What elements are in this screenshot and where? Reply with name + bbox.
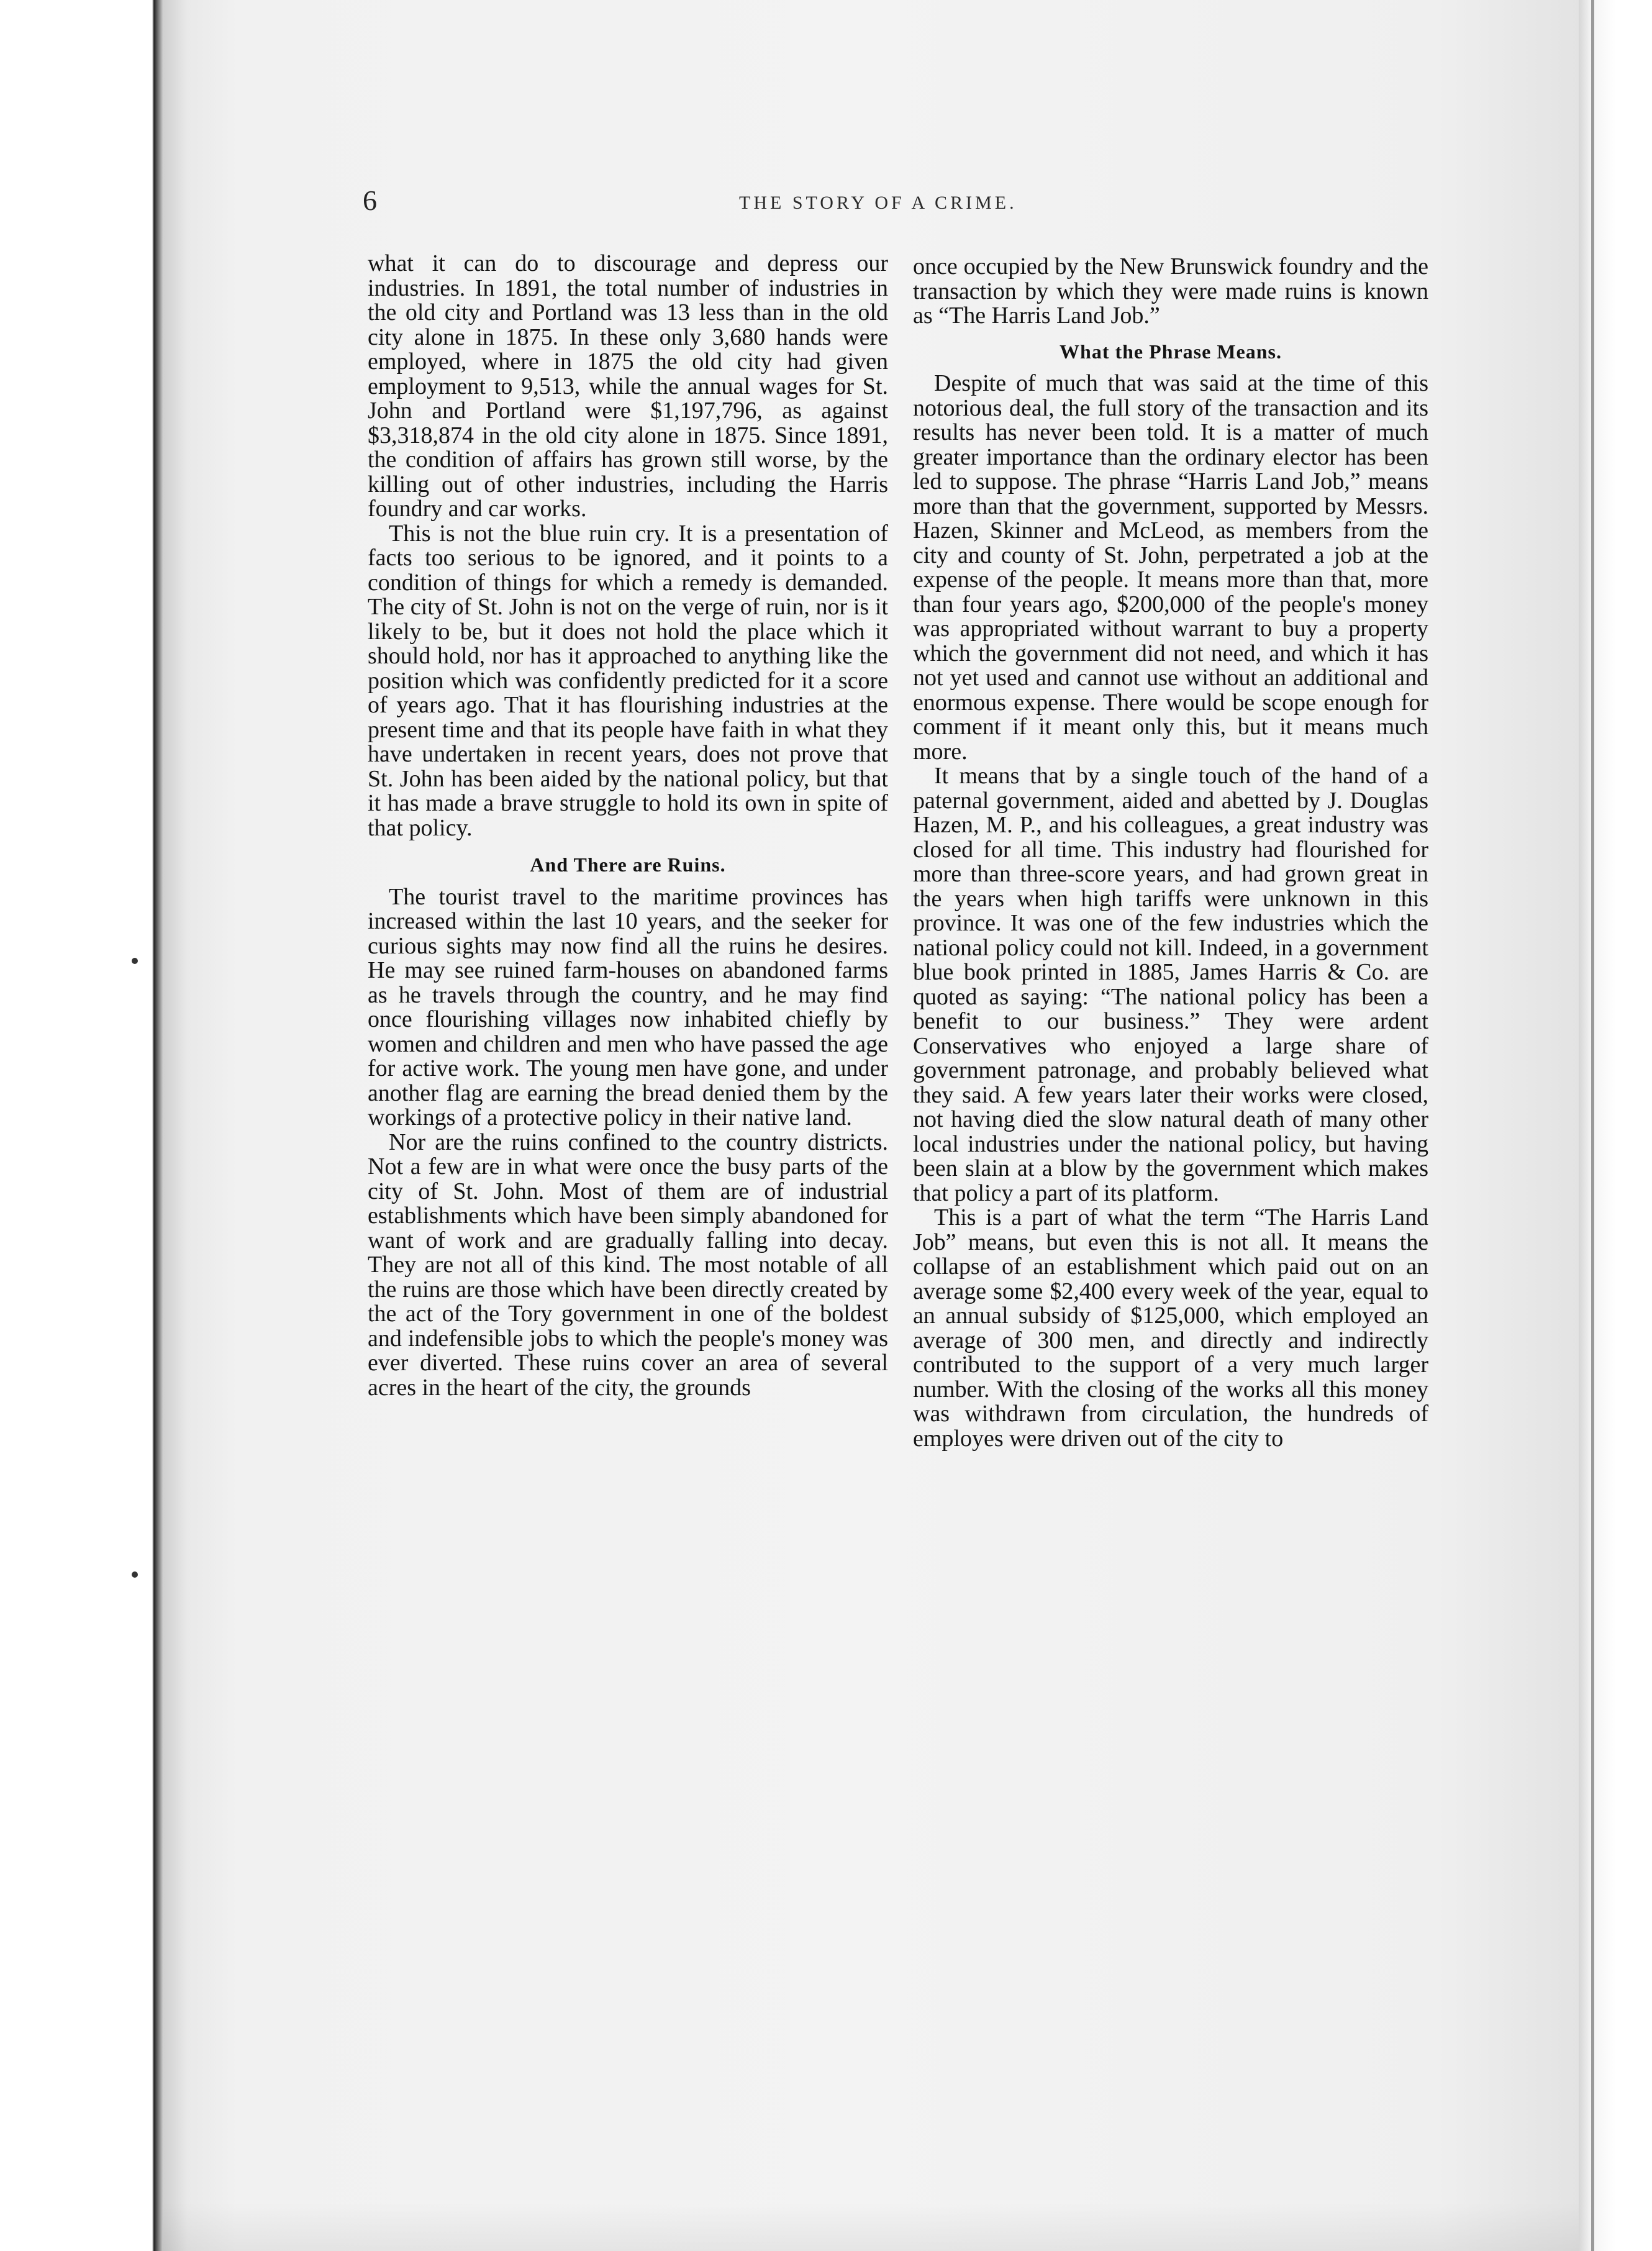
paragraph: This is not the blue ruin cry. It is a presentation of facts too serious to be ignored, and it points to a condition of things for which a remedy is demanded. The city of St. John is not on the verge of ruin, nor is it likely to be, but it does not hold the place which it should hold, nor has it approached to anything like the position which was confidently predicted for it a score of years ago. That it has flourishing industries at the present time and that its people have faith in what they have undertaken in recent years, does not prove that St. John has been aided by the national policy, but that it has made a brave struggle to hold its own in spite of that policy. (368, 520, 888, 841)
paragraph: The tourist travel to the maritime provinces has increased within the last 10 years, and the seeker for curious sights may now find all the ruins he desires. He may see ruined farm-houses on abandoned farms as he travels through the country, and he may find once flourishing villages now inhabited chiefly by women and children and men who have passed the age for active work. The young men have gone, and under another flag are earning the bread denied them by the workings of a protective policy in their native land. (368, 883, 888, 1130)
paragraph: Nor are the ruins confined to the country districts. Not a few are in what were once the busy parts of the city of St. John. Most of them are of industrial establishments which have been simply abandoned for want of work and are gradually falling into decay. They are not all of this kind. The most notable of all the ruins are those which have been directly created by the act of the Tory government in one of the boldest and indefensible jobs to which the people's money was ever diverted. These ruins cover an area of several acres in the heart of the city, the grounds (368, 1129, 888, 1401)
margin-speck (132, 958, 138, 964)
paragraph: once occupied by the New Brunswick foundry and the transaction by which they were made ruins is known as “The Harris Land Job.” (913, 253, 1428, 329)
paragraph: It means that by a single touch of the hand of a paternal government, aided and abetted by J. Douglas Hazen, M. P., and his colleagues, a great industry was closed for all time. This industry had flourished for more than three-score years, and had grown great in the years when high tariffs were unknown in this province. It was one of the few industries which the national policy could not kill. Indeed, in a government blue book printed in 1885, James Harris & Co. are quoted as saying: “The national policy has been a benefit to our business.” They were ardent Conservatives who enjoyed a large share of government patronage, and probably believed what they said. A few years later their works were closed, not having died the slow natural death of many other local industries under the national policy, but having been slain at a blow by the government which makes that policy a part of its platform. (913, 763, 1428, 1206)
margin-speck (132, 1571, 138, 1578)
left-column (368, 252, 888, 1400)
paragraph: what it can do to discourage and depress our industries. In 1891, the total number of industries in the old city and Portland was 13 less than in the old city alone in 1875. In these only 3,680 hands were employed, where in 1875 the old city had given employment to 9,513, while the annual wages for St. John and Portland were $1,197,796, as against $3,318,874 in the old city alone in 1875. Since 1891, the condition of affairs has grown still worse, by the killing out of other industries, including the Harris foundry and car works. (368, 250, 888, 522)
scanner-left-margin (0, 0, 163, 2251)
paragraph: This is a part of what the term “The Harris Land Job” means, but even this is not all. It means the collapse of an establishment which paid out on an average some $2,400 every week of the year, equal to an annual subsidy of $125,000, which employed an average of 300 men, and directly and indirectly contributed to the support of a very much larger number. With the closing of the works all this money was withdrawn from circulation, the hundreds of employes were driven out of the city to (913, 1204, 1428, 1452)
page-edge-line (1591, 0, 1594, 2251)
paragraph: Despite of much that was said at the time of this notorious deal, the full story of the transaction and its results has never been told. It is a matter of much greater importance than the ordinary elector has been led to suppose. The phrase “Harris Land Job,” means more than that the government, supported by Messrs. Hazen, Skinner and McLeod, as members from the city and county of St. John, perpetrated a job at the expense of the people. It means more than that, more than four years ago, $200,000 of the people's money was appropriated without warrant to buy a property which the government did not need, and which it has not yet used and cannot use without an additional and enormous expense. There would be scope enough for comment if it meant only this, but it means much more. (913, 370, 1428, 765)
running-head: THE STORY OF A CRIME. (739, 193, 1017, 213)
scanner-right-margin (1579, 0, 1652, 2251)
page-number: 6 (363, 184, 377, 216)
section-heading: And There are Ruins. (530, 853, 726, 876)
section-heading: What the Phrase Means. (1060, 340, 1282, 363)
page-bottom-shadow (163, 2202, 1579, 2251)
right-column (913, 255, 1428, 1451)
